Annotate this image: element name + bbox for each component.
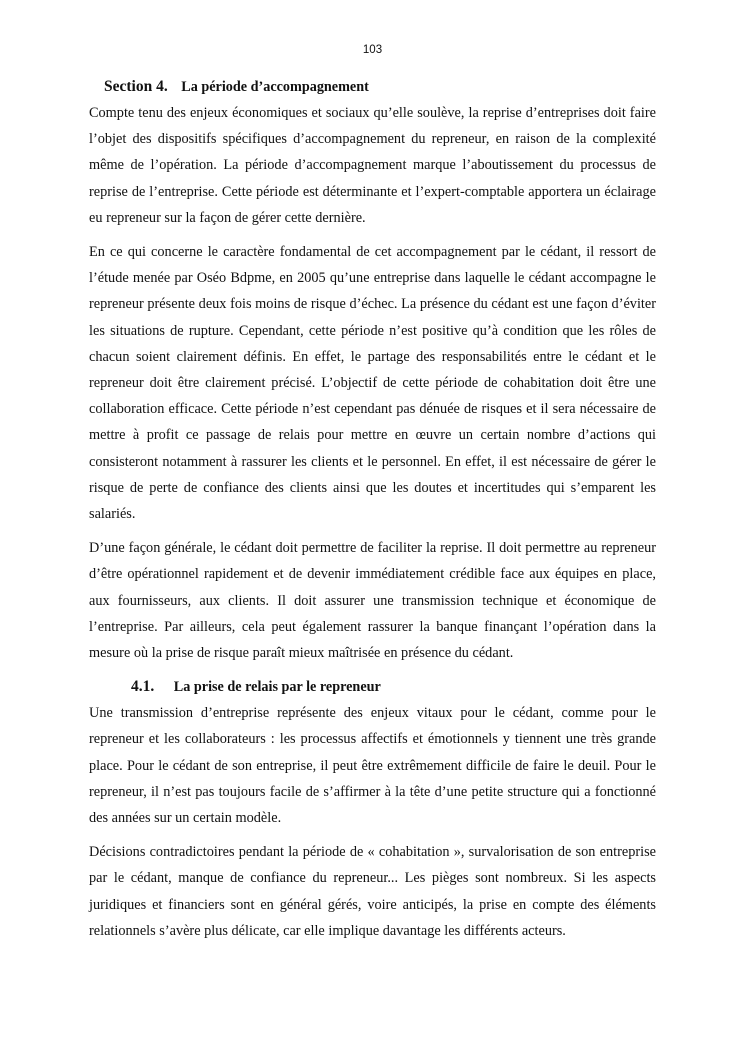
- section-heading: [89, 74, 656, 100]
- paragraph: En ce qui concerne le caractère fondamental de cet accompagnement par le cédant, il ressort de l’étude menée par Oséo Bdpme, en 2005 qu’une entreprise dans laquelle le cédant accompagne le repreneur présente deux fois moins de risque d’échec. La présence du cédant est une façon d’éviter les situations de rupture. Cependant, cette période n’est positive qu’à condition que les rôles de chacun soient clairement définis. En effet, le partage des responsabilités entre le cédant et le repreneur doit être clairement précisé. L’objectif de cette période de cohabitation doit être une collaboration efficace. Cette période n’est cependant pas dénuée de risques et il sera nécessaire de mettre à profit ce passage de relais pour mettre en œuvre un certain nombre d’actions qui consisteront notamment à rassurer les clients et le personnel. En effet, il est nécessaire de gérer le risque de perte de confiance des clients ainsi que les doutes et incertitudes qui s’emparent les salariés.: [89, 244, 656, 523]
- section-title: La période d’accompagnement: [181, 79, 369, 95]
- paragraph: Une transmission d’entreprise représente des enjeux vitaux pour le cédant, comme pour le repreneur et les collaborateurs : les processus affectifs et émotionnels y tiennent une très grande place. Pour le cédant de son entreprise, il peut être extrêmement difficile de faire le deuil. Pour le repreneur, il n’est pas toujours facile de s’affirmer à la tête d’une petite structure qui a fonctionné des années sur un certain modèle.: [89, 705, 656, 827]
- paragraph: Compte tenu des enjeux économiques et sociaux qu’elle soulève, la reprise d’entreprises doit faire l’objet des dispositifs spécifiques d’accompagnement du repreneur, en raison de la complexité même de l’opération. La période d’accompagnement marque l’aboutissement du processus de reprise de l’entreprise. Cette période est déterminante et l’expert-comptable apportera un éclairage eu repreneur sur la façon de gérer cette dernière.: [89, 105, 656, 226]
- subsection-title: La prise de relais par le repreneur: [173, 679, 381, 696]
- subsection-number: 4.1.: [131, 678, 155, 696]
- page-number: 103: [362, 44, 383, 56]
- section-number: Section 4.: [104, 78, 168, 95]
- paragraph: D’une façon générale, le cédant doit permettre de faciliter la reprise. Il doit permettre au repreneur d’être opérationnel rapidement et de devenir immédiatement crédible face aux équipes en place, aux fournisseurs, aux clients. Il doit assurer une transmission technique et économique de l’entreprise. Par ailleurs, cela peut également rassurer la banque finançant l’opération dans la mesure où la prise de risque paraît mieux maîtrisée en présence du cédant.: [89, 540, 656, 662]
- subsection-heading: [89, 674, 656, 700]
- document-body: [89, 74, 656, 952]
- paragraph: Décisions contradictoires pendant la période de « cohabitation », survalorisation de son entreprise par le cédant, manque de confiance du repreneur... Les pièges sont nombreux. Si les aspects juridiques et financiers sont en général gérés, voire anticipés, la prise en compte des éléments relationnels s’avère plus délicate, car elle implique davantage les différents acteurs.: [89, 844, 656, 939]
